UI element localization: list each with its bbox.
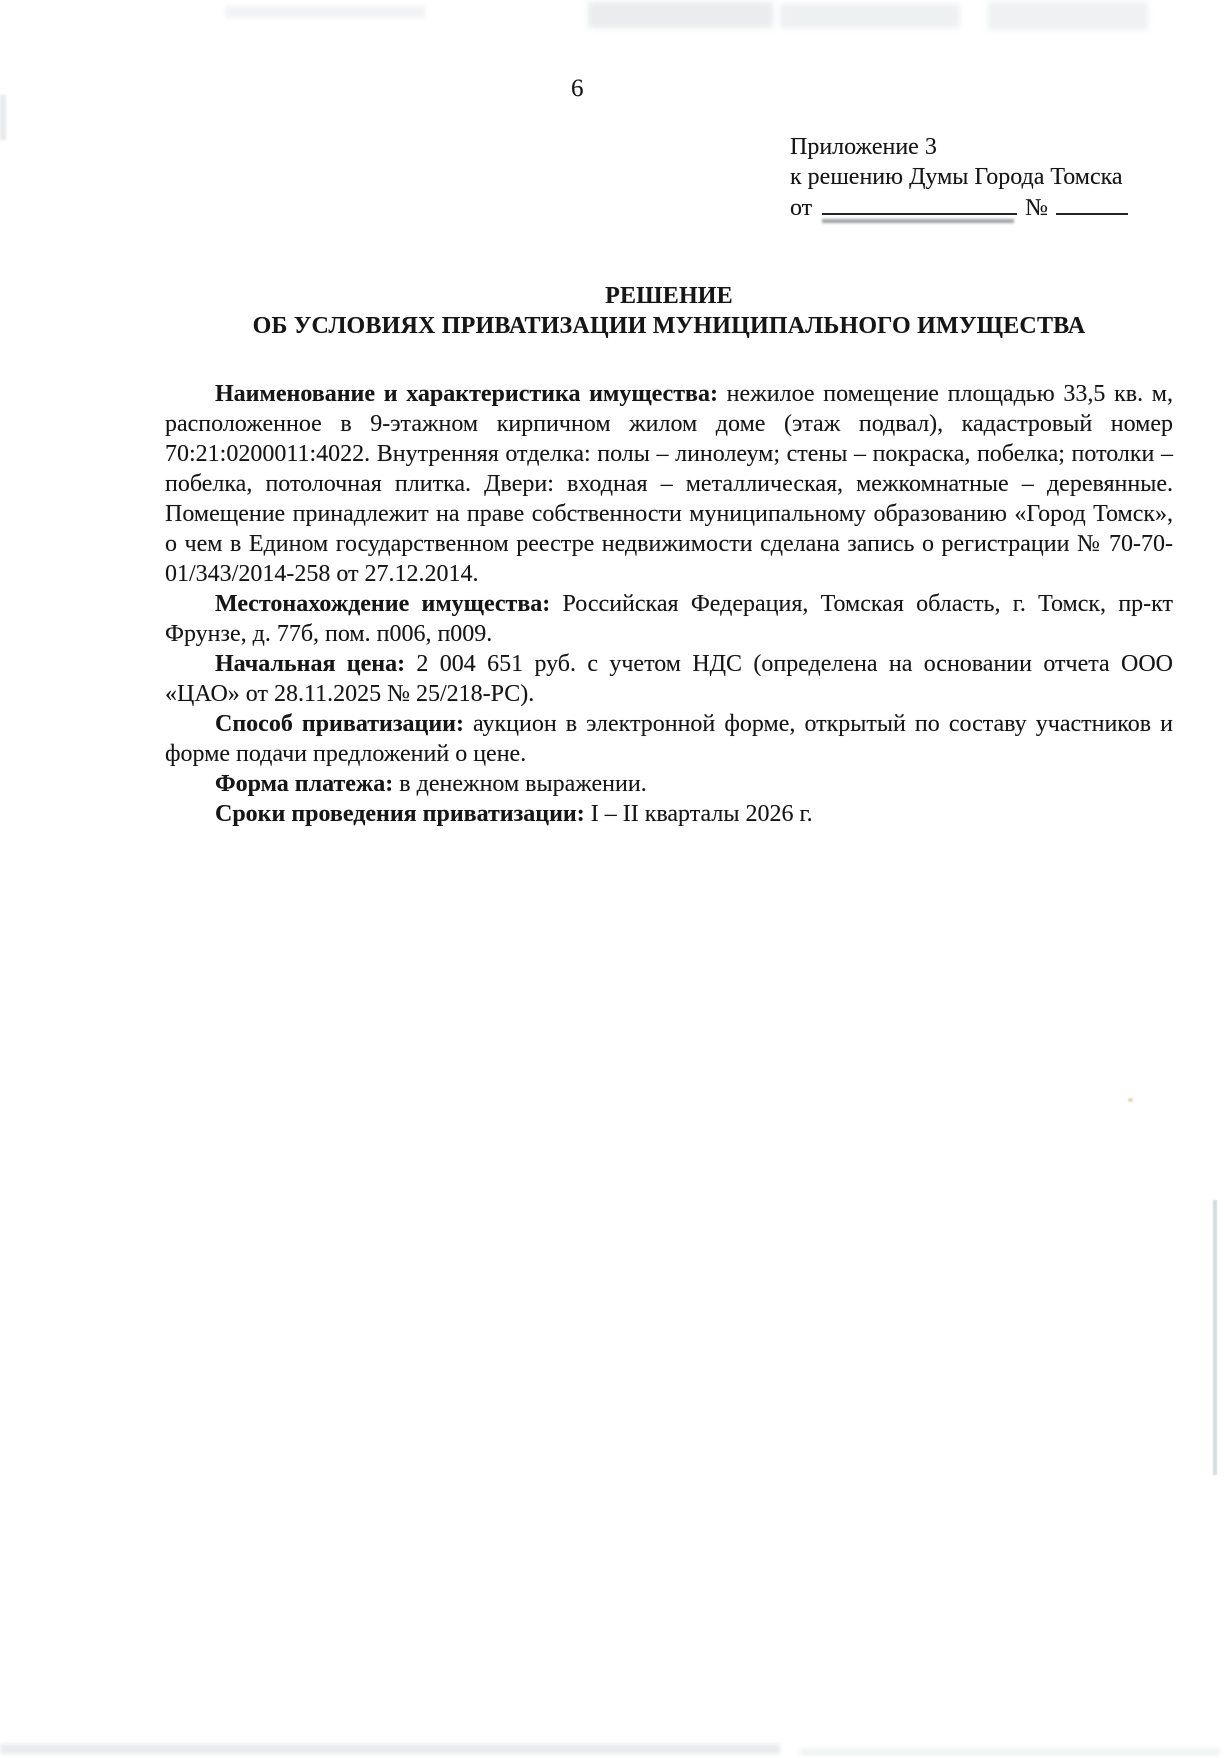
title-line-1: РЕШЕНИЕ	[605, 283, 733, 309]
page-number: 6	[571, 75, 584, 102]
paragraph-initial-price	[165, 649, 1173, 709]
paragraph-text: в денежном выражении.	[393, 771, 647, 797]
appendix-label: Приложение 3	[790, 134, 937, 160]
paragraph-text: 2 004 651 руб. с учетом НДС (определена на основании отчета ООО «ЦАО» от 28.11.2025 № 25/218-РС).	[165, 651, 1173, 707]
paragraph-payment-form	[165, 769, 1173, 799]
appendix-header	[790, 132, 1128, 223]
scan-noise	[800, 1748, 1220, 1756]
scan-noise	[0, 95, 6, 140]
scan-noise	[0, 1744, 780, 1754]
paragraph-text: I – II кварталы 2026 г.	[584, 801, 813, 827]
paragraph-label: Наименование и характеристика имущества:	[215, 381, 718, 407]
paragraph-label: Начальная цена:	[215, 651, 406, 677]
number-blank-line	[1056, 192, 1128, 215]
paragraph-property-description	[165, 379, 1173, 589]
scan-noise	[588, 2, 773, 28]
scan-noise	[780, 4, 960, 28]
paragraph-privatization-terms	[165, 799, 1173, 829]
date-prefix: от	[790, 195, 813, 221]
number-sign: №	[1025, 195, 1049, 221]
title-line-2: ОБ УСЛОВИЯХ ПРИВАТИЗАЦИИ МУНИЦИПАЛЬНОГО ИМУЩЕСТВА	[252, 313, 1086, 339]
paragraph-text: Российская Федерация, Томская область, г. Томск, пр-кт Фрунзе, д. 77б, пом. п006, п009.	[165, 591, 1173, 647]
paragraph-privatization-method	[165, 709, 1173, 769]
paragraph-location	[165, 589, 1173, 649]
paragraph-label: Способ приватизации:	[215, 711, 464, 737]
paragraph-text: нежилое помещение площадью 33,5 кв. м, расположенное в 9-этажном кирпичном жилом доме (этаж подвал), кадастровый номер 70:21:0200011:4022. Внутренняя отделка: полы – линолеум; стены – покраска, побелка; потолки – побелка, потолочная плитка. Двери: входная – металлическая, межкомнатные – деревянные. Помещение принадлежит на праве собственности муниципальному образованию «Город Томск», о чем в Едином государственном реестре недвижимости сделана запись о регистрации № 70-70-01/343/2014-258 от 27.12.2014.	[165, 381, 1173, 587]
scan-speck	[1128, 1098, 1133, 1102]
paragraph-text: аукцион в электронной форме, открытый по составу участников и форме подачи предложений о цене.	[165, 711, 1173, 767]
paragraph-label: Местонахождение имущества:	[215, 591, 551, 617]
paragraph-label: Сроки проведения приватизации:	[215, 801, 585, 827]
scan-streak	[1213, 1200, 1217, 1475]
paragraph-label: Форма платежа:	[215, 771, 394, 797]
document-body	[165, 379, 1173, 829]
scan-noise	[225, 6, 425, 18]
date-blank-line	[822, 192, 1017, 215]
appendix-target: к решению Думы Города Томска	[790, 164, 1123, 190]
document-title	[165, 281, 1173, 341]
scan-noise	[988, 2, 1148, 30]
scan-ghost-underline	[822, 219, 1014, 223]
